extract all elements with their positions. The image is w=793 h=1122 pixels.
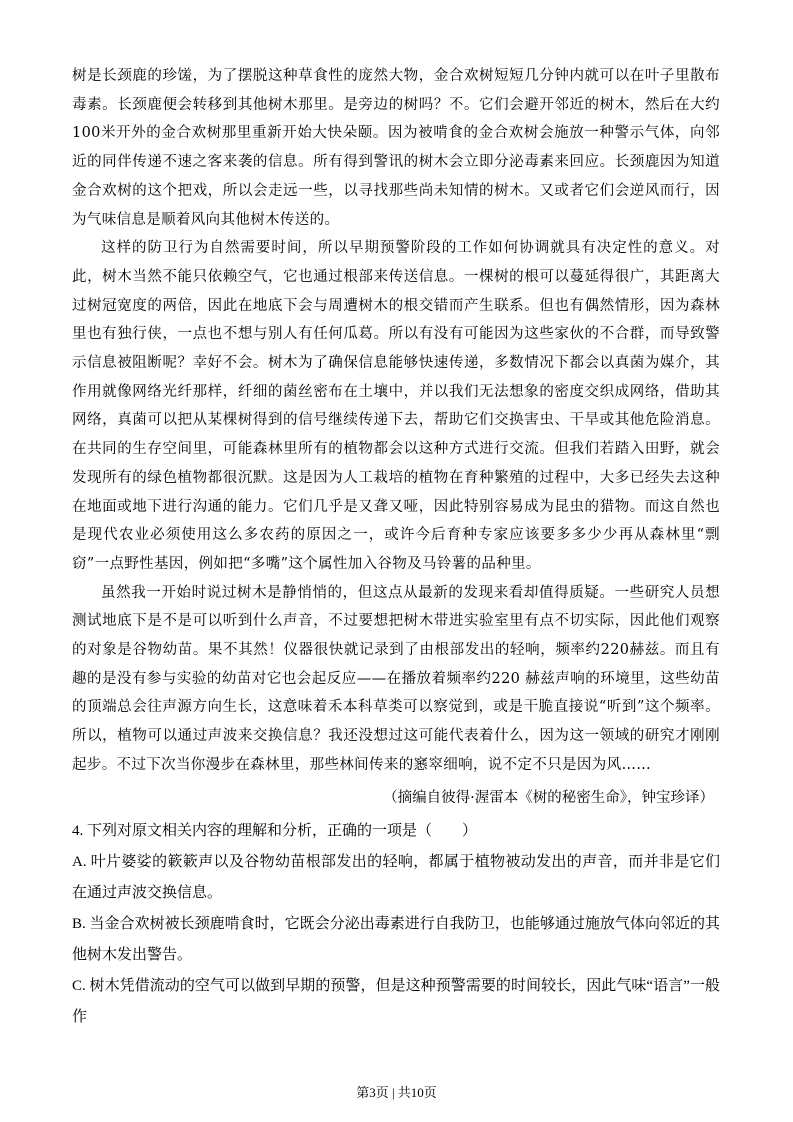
question-section: [72, 816, 720, 1033]
passage-source: （摘编自彼得·渥雷本《树的秘密生命》，钟宝珍译）: [383, 789, 714, 806]
passage-paragraph-1: 树是长颈鹿的珍馐，为了摆脱这种草食性的庞然大物，金合欢树短短几分钟内就可以在叶子里散布毒素。长颈鹿便会转移到其他树木那里。是旁边的树吗？不。它们会避开邻近的树木，然后在大约100米开外的金合欢树那里重新开始大快朵颐。因为被啃食的金合欢树会施放一种警示气体，向邻近的同伴传递不速之客来袭的信息。所有得到警讯的树木会立即分泌毒素来回应。长颈鹿因为知道金合欢树的这个把戏，所以会走远一些，以寻找那些尚未知情的树木。又或者它们会逆风而行，因为气味信息是顺着风向其他树木传送的。: [72, 68, 720, 228]
question-4-stem: 4. 下列对原文相关内容的理解和分析，正确的一项是（ ）: [72, 823, 478, 840]
question-4-option-a: A. 叶片婆娑的簌簌声以及谷物幼苗根部发出的轻响，都属于植物被动发出的声音，而并非是它们在通过声波交换信息。: [72, 854, 720, 902]
passage-paragraph-2: 这样的防卫行为自然需要时间，所以早期预警阶段的工作如何协调就具有决定性的意义。对此，树木当然不能只依赖空气，它也通过根部来传送信息。一棵树的根可以蔓延得很广，其距离大过树冠宽度的两倍，因此在地底下会与周遭树木的根交错而产生联系。但也有偶然情形，因为森林里也有独行侠，一点也不想与别人有任何瓜葛。所以有没有可能因为这些家伙的不合群，而导致警示信息被阻断呢？幸好不会。树木为了确保信息能够快速传递，多数情况下都会以真菌为媒介，其作用就像网络光纤那样，纤细的菌丝密布在土壤中，并以我们无法想象的密度交织成网络，借助其网络，真菌可以把从某棵树得到的信号继续传递下去，帮助它们交换害虫、干旱或其他危险消息。在共同的生存空间里，可能森林里所有的植物都会以这种方式进行交流。但我们若踏入田野，就会发现所有的绿色植物都很沉默。这是因为人工栽培的植物在育种繁殖的过程中，大多已经失去这种在地面或地下进行沟通的能力。它们几乎是又聋又哑，因此特别容易成为昆虫的猎物。而这自然也是现代农业必须使用这么多农药的原因之一，或许今后育种专家应该要多多少少再从森林里“剽窃”一点野性基因，例如把“多嘴”这个属性加入谷物及马铃薯的品种里。: [72, 240, 720, 572]
reading-passage: [72, 62, 720, 812]
passage-paragraph-3: 虽然我一开始时说过树木是静悄悄的，但这点从最新的发现来看却值得质疑。一些研究人员想测试地底下是不是可以听到什么声音，不过要想把树木带进实验室里有点不切实际，因此他们观察的对象是谷物幼苗。果不其然！仪器很快就记录到了由根部发出的轻响，频率约220赫兹。而且有趣的是没有参与实验的幼苗对它也会起反应——在播放着频率约220 赫兹声响的环境里，这些幼苗的顶端总会往声源方向生长，这意味着禾本科草类可以察觉到，或是干脆直接说“听到”这个频率。所以，植物可以通过声波来交换信息？我还没想过这可能代表着什么，因为这一领域的研究才刚刚起步。不过下次当你漫步在森林里，那些林间传来的窸窣细响，说不定不只是因为风……: [72, 584, 720, 773]
question-4-option-c: C. 树木凭借流动的空气可以做到早期的预警，但是这种预警需要的时间较长，因此气味“语言”一般作: [72, 978, 720, 1026]
page-footer: 第3页 | 共10页: [356, 1085, 437, 1100]
question-4-option-b: B. 当金合欢树被长颈鹿啃食时，它既会分泌出毒素进行自我防卫，也能够通过施放气体向邻近的其他树木发出警告。: [72, 916, 720, 964]
page-content: [72, 62, 720, 1033]
